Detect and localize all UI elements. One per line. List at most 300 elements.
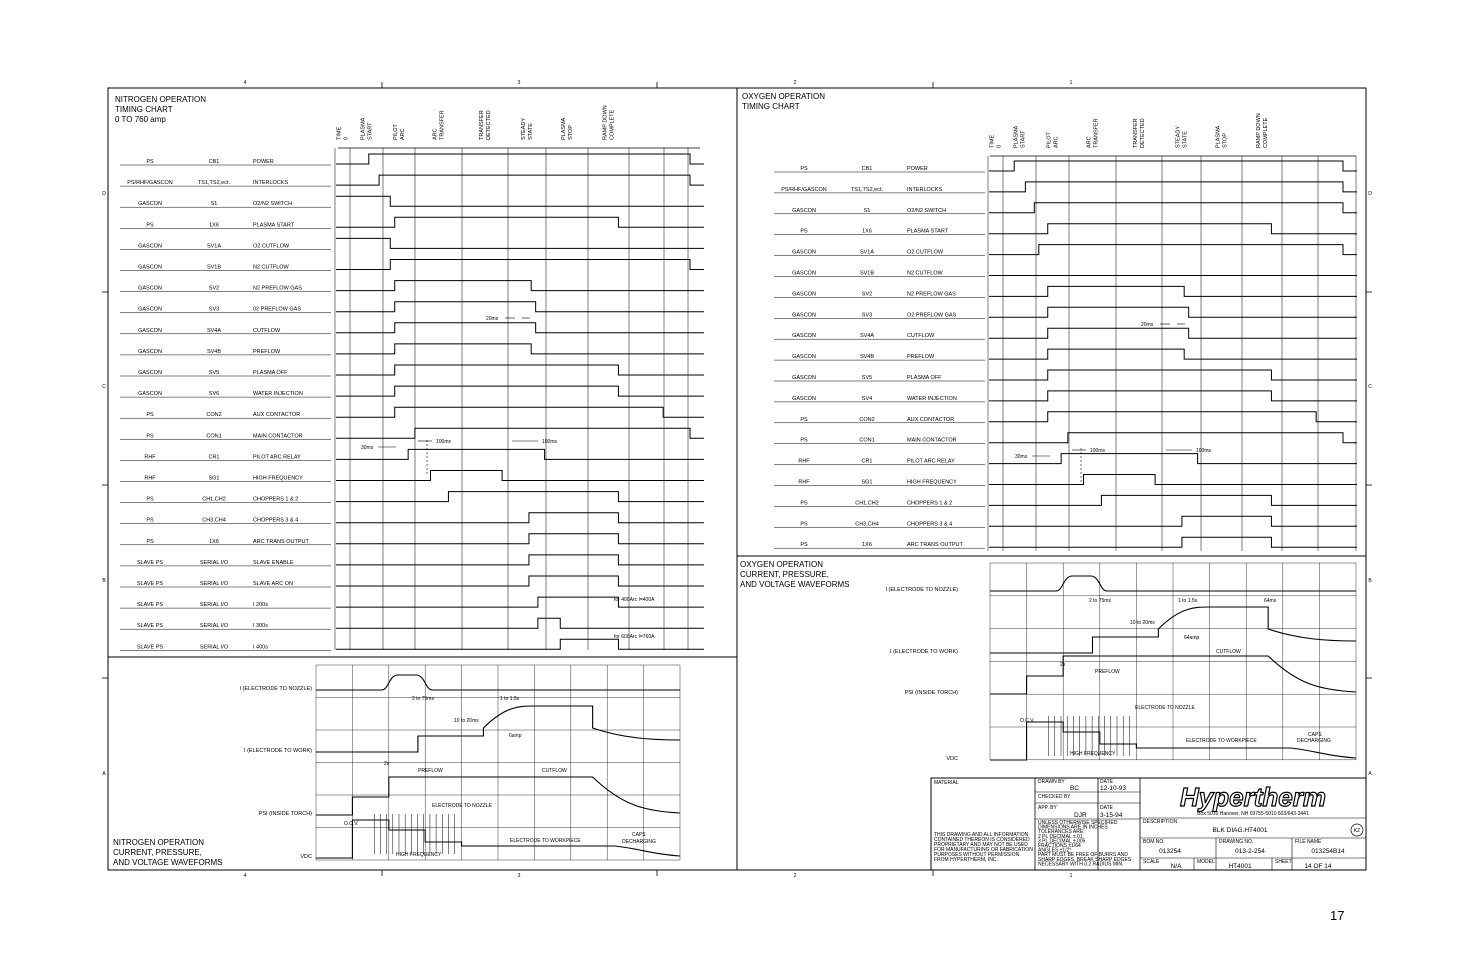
nitrogen-column-header: STEADY xyxy=(521,117,527,140)
nitrogen-wave-title: CURRENT, PRESSURE, xyxy=(113,848,202,857)
nitrogen-row-device: CB1 xyxy=(208,159,220,165)
oxygen-wave-note: ELECTRODE TO WORKPIECE xyxy=(1186,738,1257,744)
nitrogen-600a-note: for 600Arc I=760A xyxy=(614,634,655,640)
oxygen-signal-trace xyxy=(989,203,1357,213)
tolerance-note: FRACTIONS ±1/64 xyxy=(1038,843,1081,849)
oxygen-wave-title: CURRENT, PRESSURE, xyxy=(740,570,829,579)
oxygen-row-source: RHF xyxy=(798,479,810,486)
approved-by-value: DJR xyxy=(1074,812,1087,819)
nitrogen-column-header: PLASMA xyxy=(561,117,567,140)
nitrogen-signal-trace xyxy=(336,344,704,354)
nitrogen-wave-note: PREFLOW xyxy=(418,768,443,774)
nitrogen-signal-trace xyxy=(336,281,704,291)
oxygen-signal-trace xyxy=(989,161,1357,171)
nitrogen-row-signal: I 400s xyxy=(253,644,268,651)
nitrogen-row-device: CR1 xyxy=(208,454,220,461)
proprietary-notice: PROPRIETARY AND MAY NOT BE USED xyxy=(934,842,1028,848)
nitrogen-chart-title: TIMING CHART xyxy=(115,105,173,114)
sheet-label: SHEET xyxy=(1275,859,1292,865)
oxygen-row-source: PS xyxy=(800,437,808,444)
drawn-by-label: DRAWN BY xyxy=(1038,779,1065,785)
nitrogen-row-device: SV6 xyxy=(208,391,220,398)
border-row-label: C xyxy=(1368,384,1372,390)
nitrogen-signal-trace xyxy=(336,407,704,417)
oxygen-row-signal: O2 CUTFLOW xyxy=(907,249,944,256)
oxygen-row-source: GASCON xyxy=(792,249,816,256)
tolerance-note: DIMENSIONS ARE IN INCHES xyxy=(1038,824,1108,831)
sheet-value: 14 OF 14 xyxy=(1304,863,1332,870)
oxygen-100ms-annotation: 100ms xyxy=(1196,448,1212,454)
drawing-number-label: DRAWING NO. xyxy=(1219,839,1254,845)
nitrogen-wave-title: AND VOLTAGE WAVEFORMS xyxy=(113,858,223,867)
oxygen-row-device: SV4A xyxy=(859,333,875,340)
nitrogen-row-source: GASCON xyxy=(138,243,162,250)
oxygen-wave-note: HIGH FREQUENCY xyxy=(1070,751,1116,757)
oxygen-wave-note: ELECTRODE TO NOZZLE xyxy=(1135,705,1195,711)
nitrogen-row-device: SERIAL I/O xyxy=(199,559,229,566)
nitrogen-row-signal: O2 CUTFLOW xyxy=(253,243,290,250)
oxygen-row-device: SV5 xyxy=(861,375,873,381)
nitrogen-chart-title: NITROGEN OPERATION xyxy=(115,95,206,104)
oxygen-column-header: 0 xyxy=(996,144,1003,148)
nitrogen-signal-trace xyxy=(336,555,704,565)
oxygen-row-signal: PILOT ARC RELAY xyxy=(907,458,955,465)
border-column-label: 4 xyxy=(243,873,247,879)
oxygen-signal-trace xyxy=(989,328,1357,338)
nitrogen-row-device: SG1 xyxy=(208,475,220,482)
oxygen-column-header: START xyxy=(1020,130,1027,148)
oxygen-row-signal: O2/N2 SWITCH xyxy=(907,207,947,214)
oxygen-chart-title: TIMING CHART xyxy=(742,102,800,111)
nitrogen-signal-trace xyxy=(336,323,704,333)
oxygen-column-header: DETECTED xyxy=(1140,118,1146,148)
oxygen-row-signal: INTERLOCKS xyxy=(907,186,943,193)
nitrogen-row-source: GASCON xyxy=(138,391,162,398)
nitrogen-row-device: SV5 xyxy=(208,370,220,376)
nitrogen-row-signal: N2 CUTFLOW xyxy=(253,264,289,271)
oxygen-row-signal: WATER INJECTION xyxy=(907,395,957,402)
nitrogen-row-device: SV3 xyxy=(208,306,220,313)
nitrogen-wave-label: PSI (INSIDE TORCH) xyxy=(258,811,312,817)
nitrogen-row-signal: N2 PREFLOW GAS xyxy=(253,285,302,292)
oxygen-row-source: PS xyxy=(800,228,808,235)
nitrogen-column-header: COMPLETE xyxy=(609,109,616,140)
oxygen-signal-trace xyxy=(989,433,1357,443)
oxygen-row-device: CB1 xyxy=(861,166,873,172)
nitrogen-signal-trace xyxy=(336,513,704,523)
nitrogen-column-header: PILOT xyxy=(393,124,399,140)
nitrogen-row-source: PS xyxy=(146,538,154,545)
oxygen-30ms-annotation: 30ms xyxy=(1015,454,1028,460)
oxygen-row-signal: N2 CUTFLOW xyxy=(907,270,943,277)
approved-by-label: APP. BY xyxy=(1038,805,1057,811)
nitrogen-row-source: GASCON xyxy=(138,327,162,334)
nitrogen-row-source: SLAVE PS xyxy=(136,644,164,651)
oxygen-row-device: SV2 xyxy=(861,291,873,298)
nitrogen-row-device: CH1,CH2 xyxy=(202,496,226,503)
oxygen-wave-note: 2 to 75ms xyxy=(1089,598,1111,604)
oxygen-row-device: SV3 xyxy=(861,312,873,319)
border-row-label: D xyxy=(102,191,106,197)
oxygen-row-signal: MAIN CONTACTOR xyxy=(907,437,957,444)
tolerance-note: SHARP EDGES. BREAK SHARP EDGES xyxy=(1038,856,1132,863)
border-column-label: 3 xyxy=(517,873,521,879)
oxygen-row-signal: PREFLOW xyxy=(907,354,935,361)
nitrogen-wave-note: CAPS xyxy=(632,832,646,838)
nitrogen-signal-trace xyxy=(336,386,704,396)
oxygen-timing-chart xyxy=(742,92,1357,551)
bom-value: 013254 xyxy=(1159,848,1181,855)
file-name-value: 013254B14 xyxy=(1311,848,1345,855)
oxygen-row-signal: CUTFLOW xyxy=(907,333,935,340)
oxygen-row-signal: PLASMA OFF xyxy=(907,375,942,381)
oxygen-row-source: GASCON xyxy=(792,207,816,214)
oxygen-row-source: PS/RHF/GASCON xyxy=(781,186,827,193)
nitrogen-row-source: SLAVE PS xyxy=(136,623,164,630)
nitrogen-100ms-annotation: 100ms xyxy=(542,439,558,445)
nitrogen-row-source: SLAVE PS xyxy=(136,581,164,587)
nitrogen-signal-trace xyxy=(336,365,704,375)
tolerance-note: TOLERANCES ARE: xyxy=(1038,829,1085,836)
oxygen-100ms-annotation: 100ms xyxy=(1090,448,1106,454)
oxygen-waveforms xyxy=(740,560,1356,762)
nitrogen-row-device: CH3,CH4 xyxy=(202,517,226,524)
oxygen-row-signal: HIGH FREQUENCY xyxy=(907,479,957,486)
oxygen-column-header: STEADY xyxy=(1175,125,1182,148)
oxygen-wave-label: I (ELECTRODE TO WORK) xyxy=(890,649,958,655)
nitrogen-row-signal: WATER INJECTION xyxy=(253,391,303,398)
nitrogen-column-header: ARC xyxy=(400,128,406,140)
oxygen-row-device: TS1,TS2,ect. xyxy=(850,186,884,193)
nitrogen-row-signal: PILOT ARC RELAY xyxy=(253,454,301,461)
oxygen-row-signal: PLASMA START xyxy=(907,228,949,235)
oxygen-row-signal: N2 PREFLOW GAS xyxy=(907,291,956,298)
scale-label: SCALE xyxy=(1143,859,1160,865)
oxygen-row-signal: POWER xyxy=(907,166,928,172)
nitrogen-signal-trace xyxy=(336,175,704,185)
model-value: HT4001 xyxy=(1228,863,1252,870)
nitrogen-20ms-annotation: 20ms xyxy=(486,316,499,322)
oxygen-wave-note: 64amp xyxy=(1184,635,1200,641)
revision-stamp-text: KZ xyxy=(1353,828,1361,834)
nitrogen-wave-note: CUTFLOW xyxy=(542,768,567,774)
oxygen-column-header: PLASMA xyxy=(1013,125,1020,148)
oxygen-column-header: TRANSFER xyxy=(1093,118,1100,148)
material-label: MATERIAL xyxy=(934,780,959,786)
nitrogen-row-signal: I 200s xyxy=(253,602,268,609)
border-row-label: B xyxy=(102,578,106,584)
nitrogen-row-device: SERIAL I/O xyxy=(199,602,229,609)
nitrogen-row-device: 1X6 xyxy=(209,222,219,229)
nitrogen-row-source: RHF xyxy=(144,454,156,461)
oxygen-wave-note: DECHARGING xyxy=(1297,738,1331,744)
oxygen-row-device: SV4B xyxy=(859,354,875,361)
proprietary-notice: FOR MANUFACTURING OR FABRICATION xyxy=(934,847,1033,853)
nitrogen-column-header: TIME xyxy=(336,126,343,140)
nitrogen-waveforms xyxy=(113,665,680,867)
oxygen-row-signal: O2 PREFLOW GAS xyxy=(907,312,957,319)
nitrogen-signal-trace xyxy=(336,639,704,649)
oxygen-signal-trace xyxy=(989,182,1357,192)
nitrogen-row-device: SV2 xyxy=(208,285,220,292)
oxygen-row-device: CON2 xyxy=(859,416,875,423)
model-label: MODEL xyxy=(1197,859,1215,865)
oxygen-column-header: TIME xyxy=(989,134,996,148)
border-column-label: 1 xyxy=(1069,80,1073,86)
oxygen-chart-title: OXYGEN OPERATION xyxy=(742,92,825,101)
oxygen-signal-trace xyxy=(989,537,1357,547)
oxygen-column-header: STOP xyxy=(1222,133,1229,148)
oxygen-row-signal: ARC TRANS OUTPUT xyxy=(907,542,963,549)
page-number: 17 xyxy=(1330,908,1345,923)
tolerance-note: PART MUST BE FREE OF BURRS AND xyxy=(1038,852,1128,859)
oxygen-wave-label: PSI (INSIDE TORCH) xyxy=(904,690,958,696)
nitrogen-signal-trace xyxy=(336,260,704,270)
oxygen-signal-trace xyxy=(989,286,1357,296)
nitrogen-wave-label: VDC xyxy=(300,854,312,860)
nitrogen-wave-note: 10 to 20ms xyxy=(454,718,479,724)
oxygen-signal-trace xyxy=(989,224,1357,234)
nitrogen-column-header: TRANSFER xyxy=(479,110,485,140)
date-label: DATE xyxy=(1100,805,1113,811)
oxygen-column-header: PILOT xyxy=(1046,132,1053,148)
nitrogen-row-signal: O2/N2 SWITCH xyxy=(253,201,293,208)
nitrogen-row-device: CON2 xyxy=(206,412,222,419)
nitrogen-row-source: SLAVE PS xyxy=(136,559,164,566)
oxygen-wave-note: 64ms xyxy=(1264,598,1277,604)
oxygen-row-device: SG1 xyxy=(861,479,873,486)
oxygen-signal-trace xyxy=(989,412,1357,422)
nitrogen-row-device: SV1A xyxy=(206,243,222,250)
nitrogen-wave-note: ELECTRODE TO WORKPIECE xyxy=(510,838,581,844)
oxygen-column-header: RAMP DOWN xyxy=(1256,113,1262,148)
nitrogen-column-header: 0 xyxy=(343,136,350,140)
oxygen-row-signal: CHOPPERS 3 & 4 xyxy=(907,521,953,528)
border-row-label: C xyxy=(102,384,106,390)
nitrogen-column-header: ARC xyxy=(432,128,439,140)
nitrogen-row-signal: PLASMA OFF xyxy=(253,370,288,376)
nitrogen-signal-trace xyxy=(336,302,704,312)
tolerance-note: ANGLES ±1/2° xyxy=(1038,847,1072,854)
company-address: Box 5010 Hanover, NH 03755-5010 603/643-3441 xyxy=(1197,811,1309,817)
nitrogen-row-device: SV4A xyxy=(206,327,222,334)
oxygen-row-device: SV4 xyxy=(861,395,873,402)
nitrogen-row-device: SERIAL I/O xyxy=(199,581,229,587)
oxygen-column-header: ARC xyxy=(1086,136,1093,148)
oxygen-column-header: PLASMA xyxy=(1215,125,1222,148)
bom-label: BOM NO. xyxy=(1143,839,1165,845)
proprietary-notice: THIS DRAWING AND ALL INFORMATION xyxy=(934,832,1029,838)
nitrogen-row-source: GASCON xyxy=(138,201,162,208)
nitrogen-column-header: DETECTED xyxy=(486,110,492,140)
nitrogen-row-source: GASCON xyxy=(138,348,162,355)
oxygen-signal-trace xyxy=(989,516,1357,526)
nitrogen-row-device: CON1 xyxy=(206,433,222,440)
oxygen-row-signal: AUX CONTACTOR xyxy=(907,416,955,423)
nitrogen-row-device: TS1,TS2,ect. xyxy=(197,180,231,187)
oxygen-row-device: SV1B xyxy=(859,270,875,277)
nitrogen-row-source: PS xyxy=(146,159,154,165)
nitrogen-timing-chart xyxy=(115,95,704,650)
nitrogen-row-signal: SLAVE ARC ON xyxy=(253,581,293,587)
oxygen-signal-trace xyxy=(989,245,1357,255)
nitrogen-row-signal: POWER xyxy=(253,159,274,165)
oxygen-signal-trace xyxy=(989,370,1357,380)
nitrogen-row-signal: SLAVE ENABLE xyxy=(253,559,294,566)
oxygen-row-device: SV1A xyxy=(859,249,875,256)
oxygen-signal-trace xyxy=(989,391,1357,401)
oxygen-row-source: GASCON xyxy=(792,270,816,277)
nitrogen-column-header: TRANSFER xyxy=(439,110,446,140)
tolerance-note: UNLESS OTHERWISE SPECIFIED xyxy=(1038,820,1118,826)
border-column-label: 2 xyxy=(793,80,797,86)
nitrogen-row-source: PS xyxy=(146,433,154,440)
nitrogen-row-source: GASCON xyxy=(138,306,162,313)
oxygen-row-source: RHF xyxy=(798,458,810,465)
oxygen-row-source: GASCON xyxy=(792,312,816,319)
oxygen-signal-trace xyxy=(989,349,1357,359)
oxygen-signal-trace xyxy=(989,454,1357,464)
oxygen-row-source: GASCON xyxy=(792,395,816,402)
oxygen-column-header: COMPLETE xyxy=(1263,117,1269,148)
oxygen-wave-note: PREFLOW xyxy=(1095,669,1120,675)
nitrogen-wave-note: HIGH FREQUENCY xyxy=(396,852,442,858)
nitrogen-row-signal: INTERLOCKS xyxy=(253,180,289,187)
title-block xyxy=(931,778,1366,870)
oxygen-wave-note: 1 to 1.5s xyxy=(1178,598,1198,604)
nitrogen-row-source: GASCON xyxy=(138,370,162,376)
drawing-number-value: 013-2-254 xyxy=(1235,848,1265,855)
nitrogen-signal-trace xyxy=(336,154,704,164)
description-value: BLK DIAG.HT4001 xyxy=(1212,827,1268,834)
nitrogen-row-signal: HIGH FREQUENCY xyxy=(253,475,303,482)
proprietary-notice: PURPOSES WITHOUT PERMISSION xyxy=(934,852,1020,858)
oxygen-row-device: 1X6 xyxy=(862,542,872,549)
scale-value: N/A xyxy=(1170,863,1182,870)
nitrogen-row-signal: I 300s xyxy=(253,623,268,630)
nitrogen-wave-note: ELECTRODE TO NOZZLE xyxy=(432,803,492,809)
nitrogen-signal-trace xyxy=(336,471,704,481)
nitrogen-row-signal: AUX CONTACTOR xyxy=(253,412,301,419)
oxygen-wave-title: OXYGEN OPERATION xyxy=(740,560,823,569)
nitrogen-row-source: GASCON xyxy=(138,285,162,292)
nitrogen-400a-note: for 400Arc I=400A xyxy=(614,597,655,603)
date-label: DATE xyxy=(1100,779,1113,785)
nitrogen-row-device: SV4B xyxy=(206,348,222,355)
nitrogen-wave-note: 1 to 1.5s xyxy=(500,696,520,702)
border-column-label: 2 xyxy=(793,873,797,879)
oxygen-wave-label: VDC xyxy=(946,756,958,762)
oxygen-row-device: CR1 xyxy=(861,458,873,465)
nitrogen-signal-trace xyxy=(336,217,704,227)
border-row-label: B xyxy=(1368,578,1372,584)
nitrogen-column-header: START xyxy=(367,122,374,140)
oxygen-row-device: CON1 xyxy=(859,437,875,444)
oxygen-row-source: PS xyxy=(800,416,808,423)
nitrogen-signal-trace xyxy=(336,238,704,248)
nitrogen-column-header: RAMP DOWN xyxy=(602,105,609,140)
nitrogen-wave-note: 6amp xyxy=(509,733,522,739)
oxygen-row-source: PS xyxy=(800,500,808,507)
nitrogen-row-device: 1X6 xyxy=(209,538,219,545)
oxygen-row-device: CH3,CH4 xyxy=(855,521,879,528)
oxygen-row-source: GASCON xyxy=(792,291,816,298)
nitrogen-wave-note: O.C.V. xyxy=(344,821,359,827)
nitrogen-row-source: RHF xyxy=(144,475,156,482)
oxygen-wave-note: CAPS xyxy=(1308,732,1322,738)
nitrogen-row-source: SLAVE PS xyxy=(136,602,164,609)
oxygen-20ms-annotation: 20ms xyxy=(1141,322,1154,328)
oxygen-wave-note: 10 to 20ms xyxy=(1130,620,1155,626)
nitrogen-row-signal: CHOPPERS 1 & 2 xyxy=(253,496,299,503)
nitrogen-row-source: GASCON xyxy=(138,264,162,271)
oxygen-row-device: 1X6 xyxy=(862,228,872,235)
oxygen-row-signal: CHOPPERS 1 & 2 xyxy=(907,500,953,507)
nitrogen-signal-trace xyxy=(336,492,704,502)
nitrogen-row-signal: PLASMA START xyxy=(253,222,295,229)
checked-by-label: CHECKED BY xyxy=(1038,794,1071,800)
nitrogen-row-device: SERIAL I/O xyxy=(199,644,229,651)
drawn-by-value: BC xyxy=(1070,785,1080,792)
oxygen-wave-note: 2s xyxy=(1060,662,1066,668)
oxygen-column-header: TRANSFER xyxy=(1133,118,1139,148)
nitrogen-wave-label: I (ELECTRODE TO WORK) xyxy=(244,748,312,754)
nitrogen-chart-title: 0 TO 760 amp xyxy=(115,115,166,124)
hypertherm-logo: Hypertherm xyxy=(1180,782,1326,812)
border-column-label: 4 xyxy=(243,80,247,86)
nitrogen-row-signal: ARC TRANS OUTPUT xyxy=(253,538,309,545)
oxygen-column-header: ARC xyxy=(1053,136,1060,148)
nitrogen-wave-label: I (ELECTRODE TO NOZZLE) xyxy=(239,686,312,692)
nitrogen-signal-trace xyxy=(336,534,704,544)
nitrogen-row-source: PS/RHF/GASCON xyxy=(127,180,173,187)
proprietary-notice: FROM HYPERTHERM, INC. xyxy=(934,857,998,863)
nitrogen-row-device: SV1B xyxy=(206,264,222,271)
nitrogen-column-header: PLASMA xyxy=(360,117,367,140)
nitrogen-row-source: PS xyxy=(146,517,154,524)
oxygen-row-source: GASCON xyxy=(792,375,816,381)
oxygen-column-header: STATE xyxy=(1182,131,1189,148)
nitrogen-signal-trace xyxy=(336,576,704,586)
oxygen-row-source: GASCON xyxy=(792,333,816,340)
oxygen-row-source: PS xyxy=(800,542,808,549)
proprietary-notice: CONTAINED THEREON IS CONSIDERED xyxy=(934,837,1030,843)
tolerance-note: 3 PL DECIMAL ±.005 xyxy=(1038,838,1086,845)
border-row-label: A xyxy=(102,771,106,777)
nitrogen-signal-trace xyxy=(336,449,704,459)
border-row-label: A xyxy=(1368,771,1372,777)
nitrogen-wave-note: 2 to 75ms xyxy=(412,696,434,702)
oxygen-signal-trace xyxy=(989,475,1357,485)
nitrogen-row-device: S1 xyxy=(210,201,218,208)
nitrogen-signal-trace xyxy=(336,428,704,438)
oxygen-wave-label: I (ELECTRODE TO NOZZLE) xyxy=(885,587,958,593)
nitrogen-row-source: PS xyxy=(146,412,154,419)
approved-date-value: 3-15-94 xyxy=(1100,812,1123,819)
nitrogen-row-signal: CHOPPERS 3 & 4 xyxy=(253,517,299,524)
nitrogen-row-device: SERIAL I/O xyxy=(199,623,229,630)
oxygen-wave-note: O.C.V. xyxy=(1020,718,1035,724)
oxygen-row-source: PS xyxy=(800,521,808,528)
oxygen-wave-note: CUTFLOW xyxy=(1216,649,1241,655)
drawn-date-value: 12-10-93 xyxy=(1100,785,1127,792)
tolerance-note: NECESSARY WITH 0.2 RADIUS MIN. xyxy=(1038,861,1124,868)
file-name-label: FILE NAME xyxy=(1295,839,1322,845)
oxygen-wave-title: AND VOLTAGE WAVEFORMS xyxy=(740,580,850,589)
nitrogen-100ms-annotation: 100ms xyxy=(436,439,452,445)
nitrogen-wave-note: DECHARGING xyxy=(622,839,656,845)
tolerance-note: 2 PL DECIMAL ±.01 xyxy=(1038,833,1083,840)
